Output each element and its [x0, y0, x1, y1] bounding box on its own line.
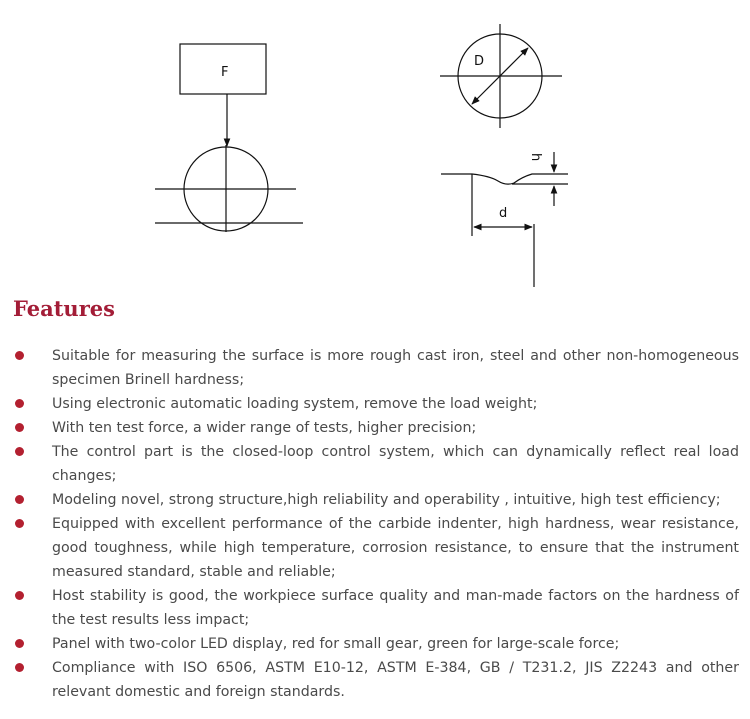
- feature-text: Compliance with ISO 6506, ASTM E10-12, ASTM E-384, GB / T231.2, JIS Z2243 and other relevant domestic and foreign standards.: [52, 660, 739, 700]
- bullet-icon: [15, 351, 24, 360]
- indent-label: d: [499, 206, 508, 221]
- feature-text: The control part is the closed-loop control system, which can dynamically reflect real load changes;: [52, 444, 739, 484]
- bullet-icon: [15, 399, 24, 408]
- bullet-icon: [15, 591, 24, 600]
- feature-item: [0, 392, 750, 416]
- diameter-label: D: [474, 54, 485, 69]
- bullet-icon: [15, 447, 24, 456]
- feature-item: [0, 344, 750, 392]
- feature-text: With ten test force, a wider range of tests, higher precision;: [52, 420, 477, 436]
- feature-item: [0, 512, 750, 584]
- feature-text: Host stability is good, the workpiece surface quality and man-made factors on the hardness of the test results less impact;: [52, 588, 739, 628]
- feature-item: [0, 488, 750, 512]
- feature-text: Suitable for measuring the surface is more rough cast iron, steel and other non-homogeneous specimen Brinell hardness;: [52, 348, 739, 388]
- feature-item: [0, 584, 750, 632]
- depth-label: h: [528, 153, 543, 162]
- bullet-icon: [15, 663, 24, 672]
- feature-item: [0, 440, 750, 488]
- feature-text: Modeling novel, strong structure,high reliability and operability , intuitive, high test efficiency;: [52, 492, 721, 508]
- force-label: F: [221, 65, 229, 80]
- feature-item: [0, 416, 750, 440]
- feature-item: [0, 632, 750, 656]
- bullet-icon: [15, 519, 24, 528]
- features-list: [0, 344, 750, 704]
- bullet-icon: [15, 639, 24, 648]
- feature-text: Using electronic automatic loading system, remove the load weight;: [52, 396, 538, 412]
- bullet-icon: [15, 495, 24, 504]
- feature-text: Equipped with excellent performance of the carbide indenter, high hardness, wear resistance, good toughness, while high temperature, corrosion resistance, to ensure that the instrument measured standard, stable and reliable;: [52, 516, 739, 580]
- features-heading: Features: [13, 296, 115, 321]
- diameter-figure: [440, 24, 562, 128]
- indentation-profile: [441, 174, 568, 184]
- feature-text: Panel with two-color LED display, red for small gear, green for large-scale force;: [52, 636, 620, 652]
- feature-item: [0, 656, 750, 704]
- force-indenter-figure: [155, 44, 303, 232]
- brinell-test-diagram: [0, 0, 750, 295]
- bullet-icon: [15, 423, 24, 432]
